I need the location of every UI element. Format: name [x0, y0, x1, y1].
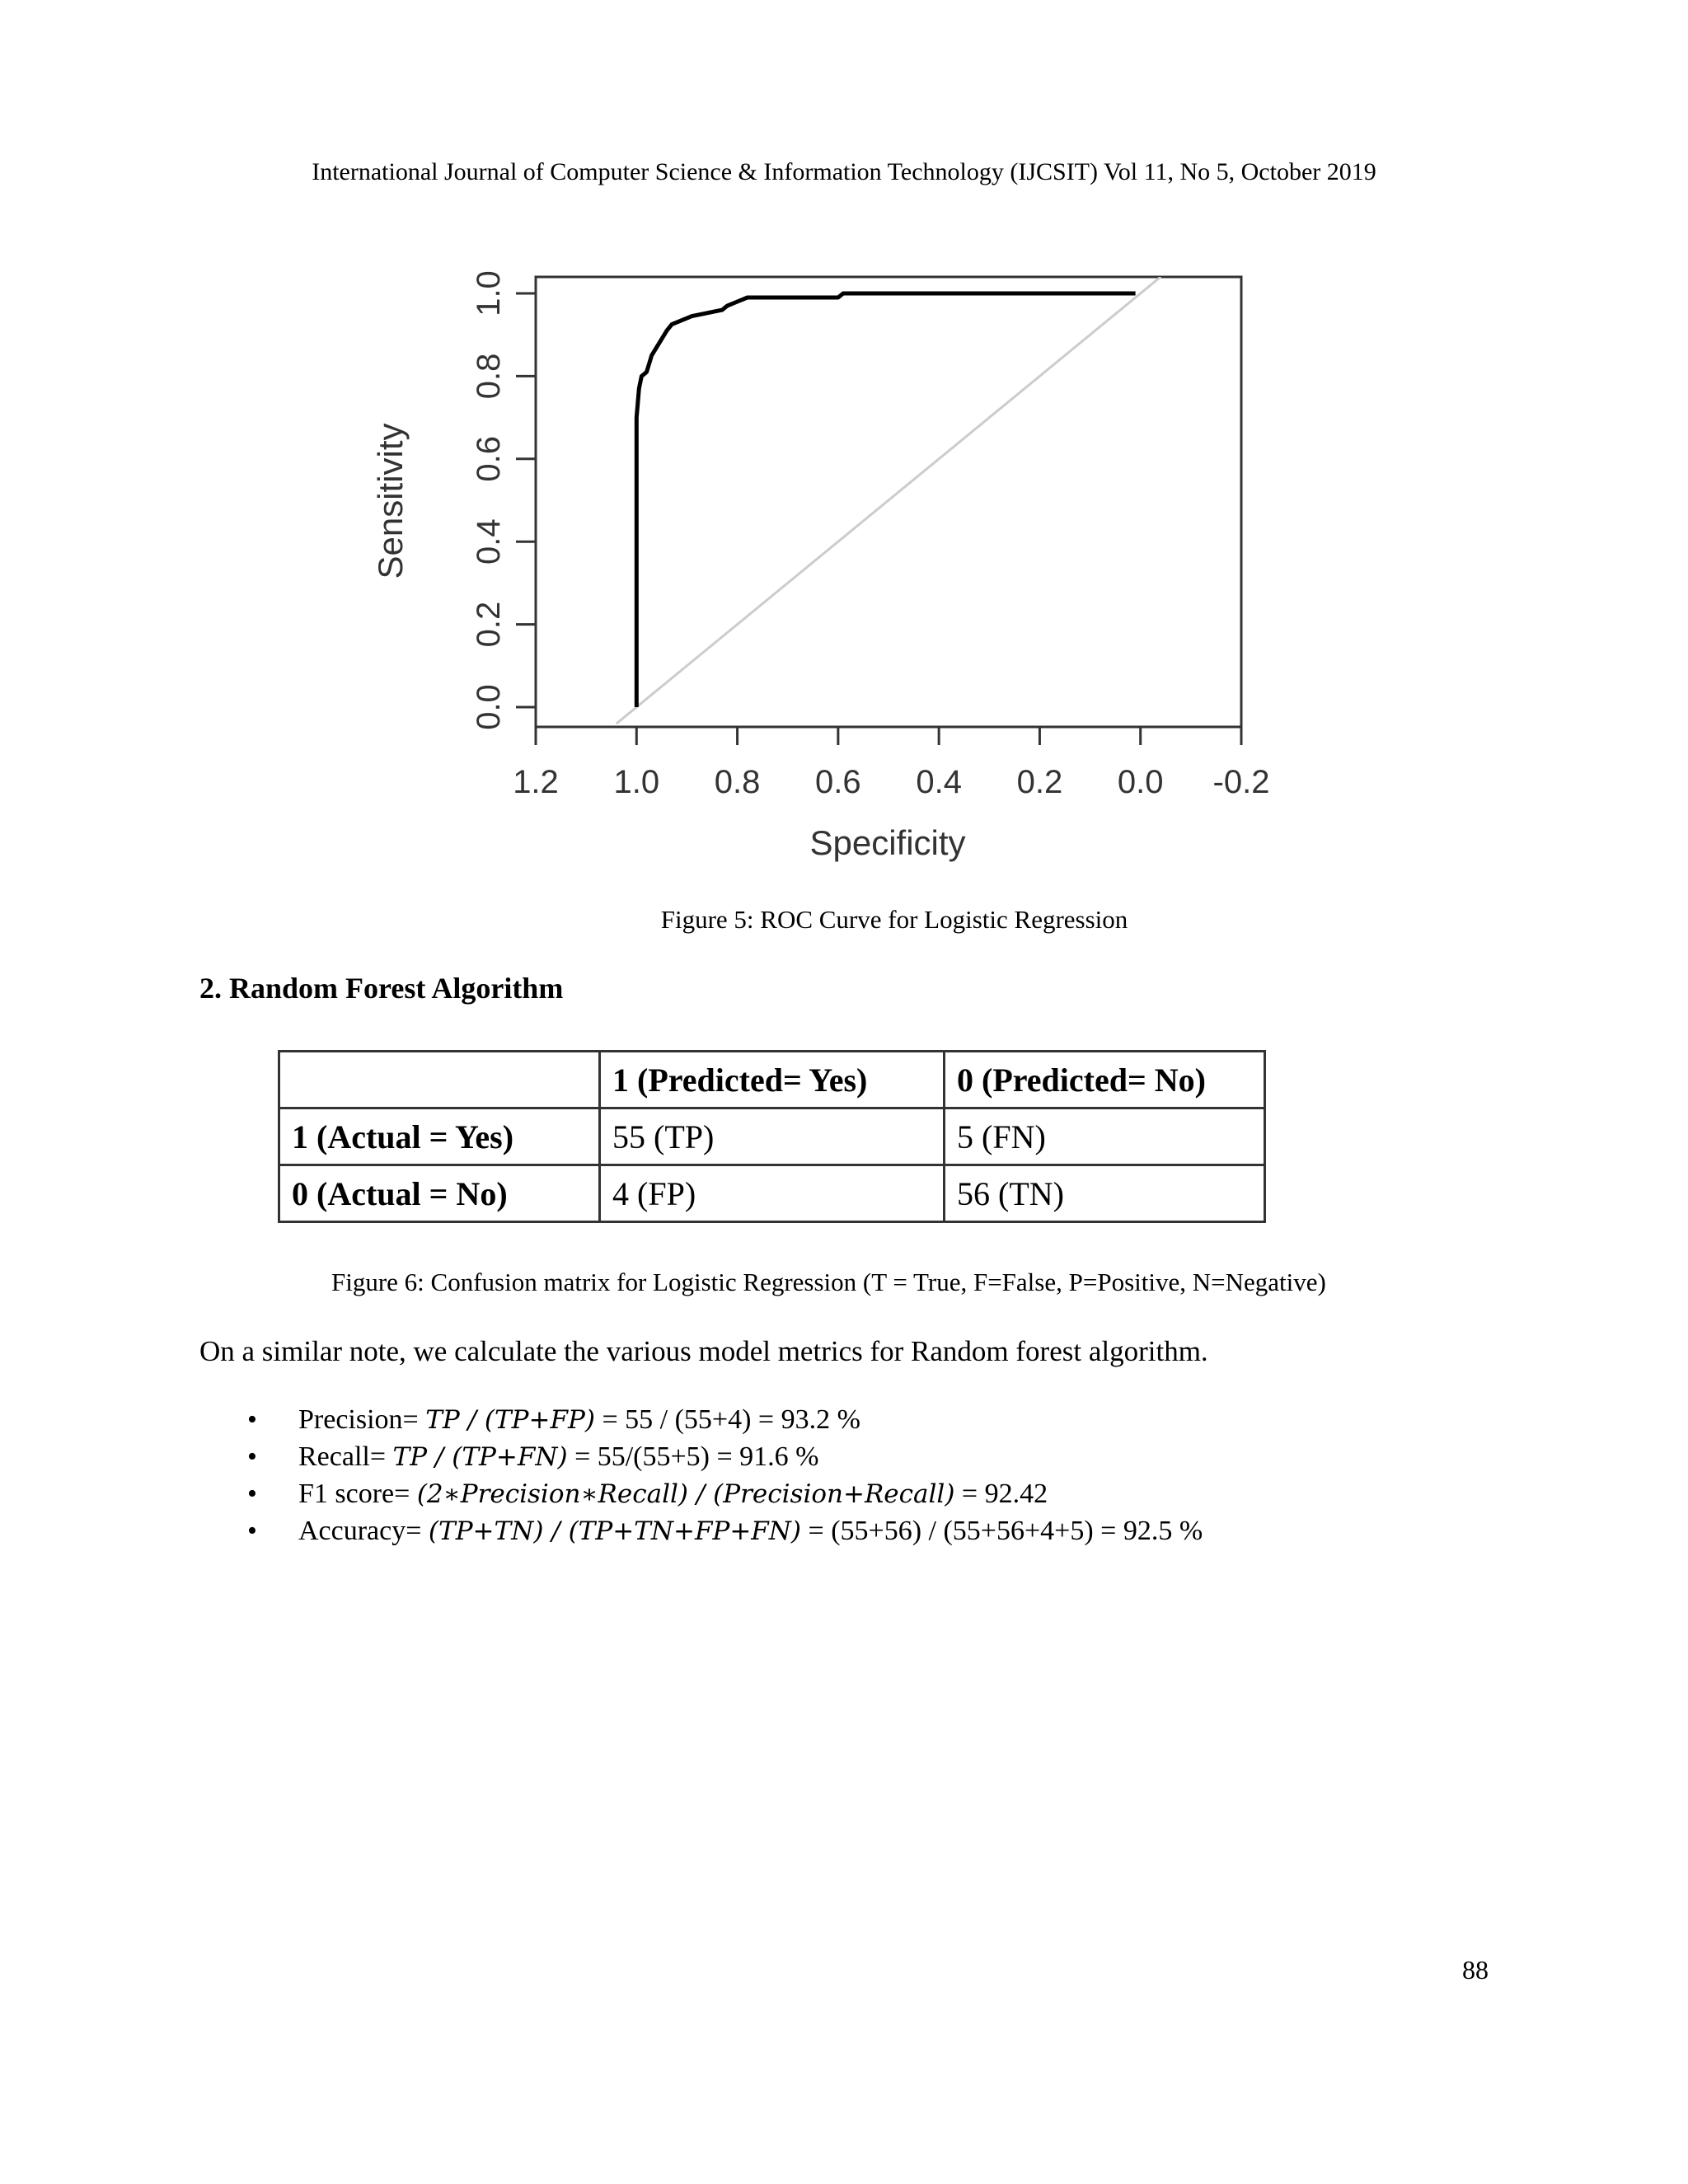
metric-name: Recall= — [298, 1441, 393, 1472]
list-item — [247, 1512, 1203, 1549]
metric-name: F1 score= — [298, 1479, 417, 1509]
metric-result: = 92.42 — [954, 1479, 1048, 1509]
y-tick-label: 0.6 — [471, 435, 507, 482]
table-corner-cell — [279, 1052, 600, 1108]
table-row — [279, 1165, 1265, 1222]
plot-frame — [536, 277, 1241, 727]
x-tick-label: 0.8 — [714, 764, 761, 800]
x-axis-ticks — [513, 727, 1269, 800]
bullet: • — [247, 1441, 257, 1472]
x-tick-label: 1.0 — [613, 764, 660, 800]
metric-formula: TP / (TP+FP) — [425, 1405, 595, 1435]
figure-6-caption: Figure 6: Confusion matrix for Logistic Regression (T = True, F=False, P=Positive, N=Negative) — [331, 1268, 1326, 1296]
list-item — [247, 1401, 1203, 1438]
list-item — [247, 1475, 1203, 1512]
section-heading: 2. Random Forest Algorithm — [199, 972, 564, 1005]
x-tick-label: 1.2 — [513, 764, 559, 800]
body-paragraph: On a similar note, we calculate the various model metrics for Random forest algorithm. — [199, 1335, 1208, 1367]
plot-border — [536, 277, 1241, 727]
table-cell: 5 (FN) — [945, 1108, 1265, 1165]
y-tick-label: 0.8 — [471, 353, 507, 400]
metric-formula: (TP+TN) / (TP+TN+FP+FN) — [428, 1516, 802, 1546]
list-item — [247, 1438, 1203, 1475]
table-cell: 55 (TP) — [600, 1108, 945, 1165]
bullet: • — [247, 1404, 257, 1435]
table-cell: 56 (TN) — [945, 1165, 1265, 1222]
x-tick-label: -0.2 — [1212, 764, 1270, 800]
table-header-cell: 0 (Predicted= No) — [945, 1052, 1265, 1108]
y-tick-label: 1.0 — [471, 270, 507, 316]
y-tick-label: 0.0 — [471, 684, 507, 730]
metric-formula: (2∗Precision∗Recall) / (Precision+Recall) — [416, 1479, 955, 1509]
figure-5-caption: Figure 5: ROC Curve for Logistic Regression — [660, 905, 1128, 934]
metric-name: Accuracy= — [298, 1516, 429, 1546]
bullet: • — [247, 1479, 257, 1509]
y-axis-label: Sensitivity — [371, 423, 410, 579]
y-tick-label: 0.2 — [471, 601, 507, 648]
table-row-header: 1 (Actual = Yes) — [279, 1108, 600, 1165]
x-tick-label: 0.6 — [815, 764, 861, 800]
metric-result: = 55 / (55+4) = 93.2 % — [594, 1404, 860, 1435]
metrics-list — [247, 1401, 1203, 1549]
metric-result: = (55+56) / (55+56+4+5) = 92.5 % — [801, 1516, 1203, 1546]
roc-chart — [354, 255, 1294, 882]
journal-header: International Journal of Computer Science & Information Technology (IJCSIT) Vol 11, No 5, October 2019 — [312, 158, 1376, 185]
y-axis-ticks — [471, 270, 536, 730]
series-layer — [617, 277, 1160, 724]
x-axis-label: Specificity — [809, 823, 966, 862]
y-tick-label: 0.4 — [471, 518, 507, 565]
metric-result: = 55/(55+5) = 91.6 % — [567, 1441, 819, 1472]
table-header-cell: 1 (Predicted= Yes) — [600, 1052, 945, 1108]
table-cell: 4 (FP) — [600, 1165, 945, 1222]
x-tick-label: 0.0 — [1117, 764, 1164, 800]
x-tick-label: 0.2 — [1016, 764, 1063, 800]
table-row-header: 0 (Actual = No) — [279, 1165, 600, 1222]
table-row — [279, 1108, 1265, 1165]
metric-name: Precision= — [298, 1404, 426, 1435]
metric-formula: TP / (TP+FN) — [392, 1442, 568, 1472]
chance-diagonal-line — [617, 277, 1160, 724]
table-header-row — [279, 1052, 1265, 1108]
bullet: • — [247, 1516, 257, 1546]
page-number: 88 — [1462, 1955, 1489, 1985]
confusion-matrix-table — [278, 1050, 1266, 1223]
x-tick-label: 0.4 — [916, 764, 962, 800]
